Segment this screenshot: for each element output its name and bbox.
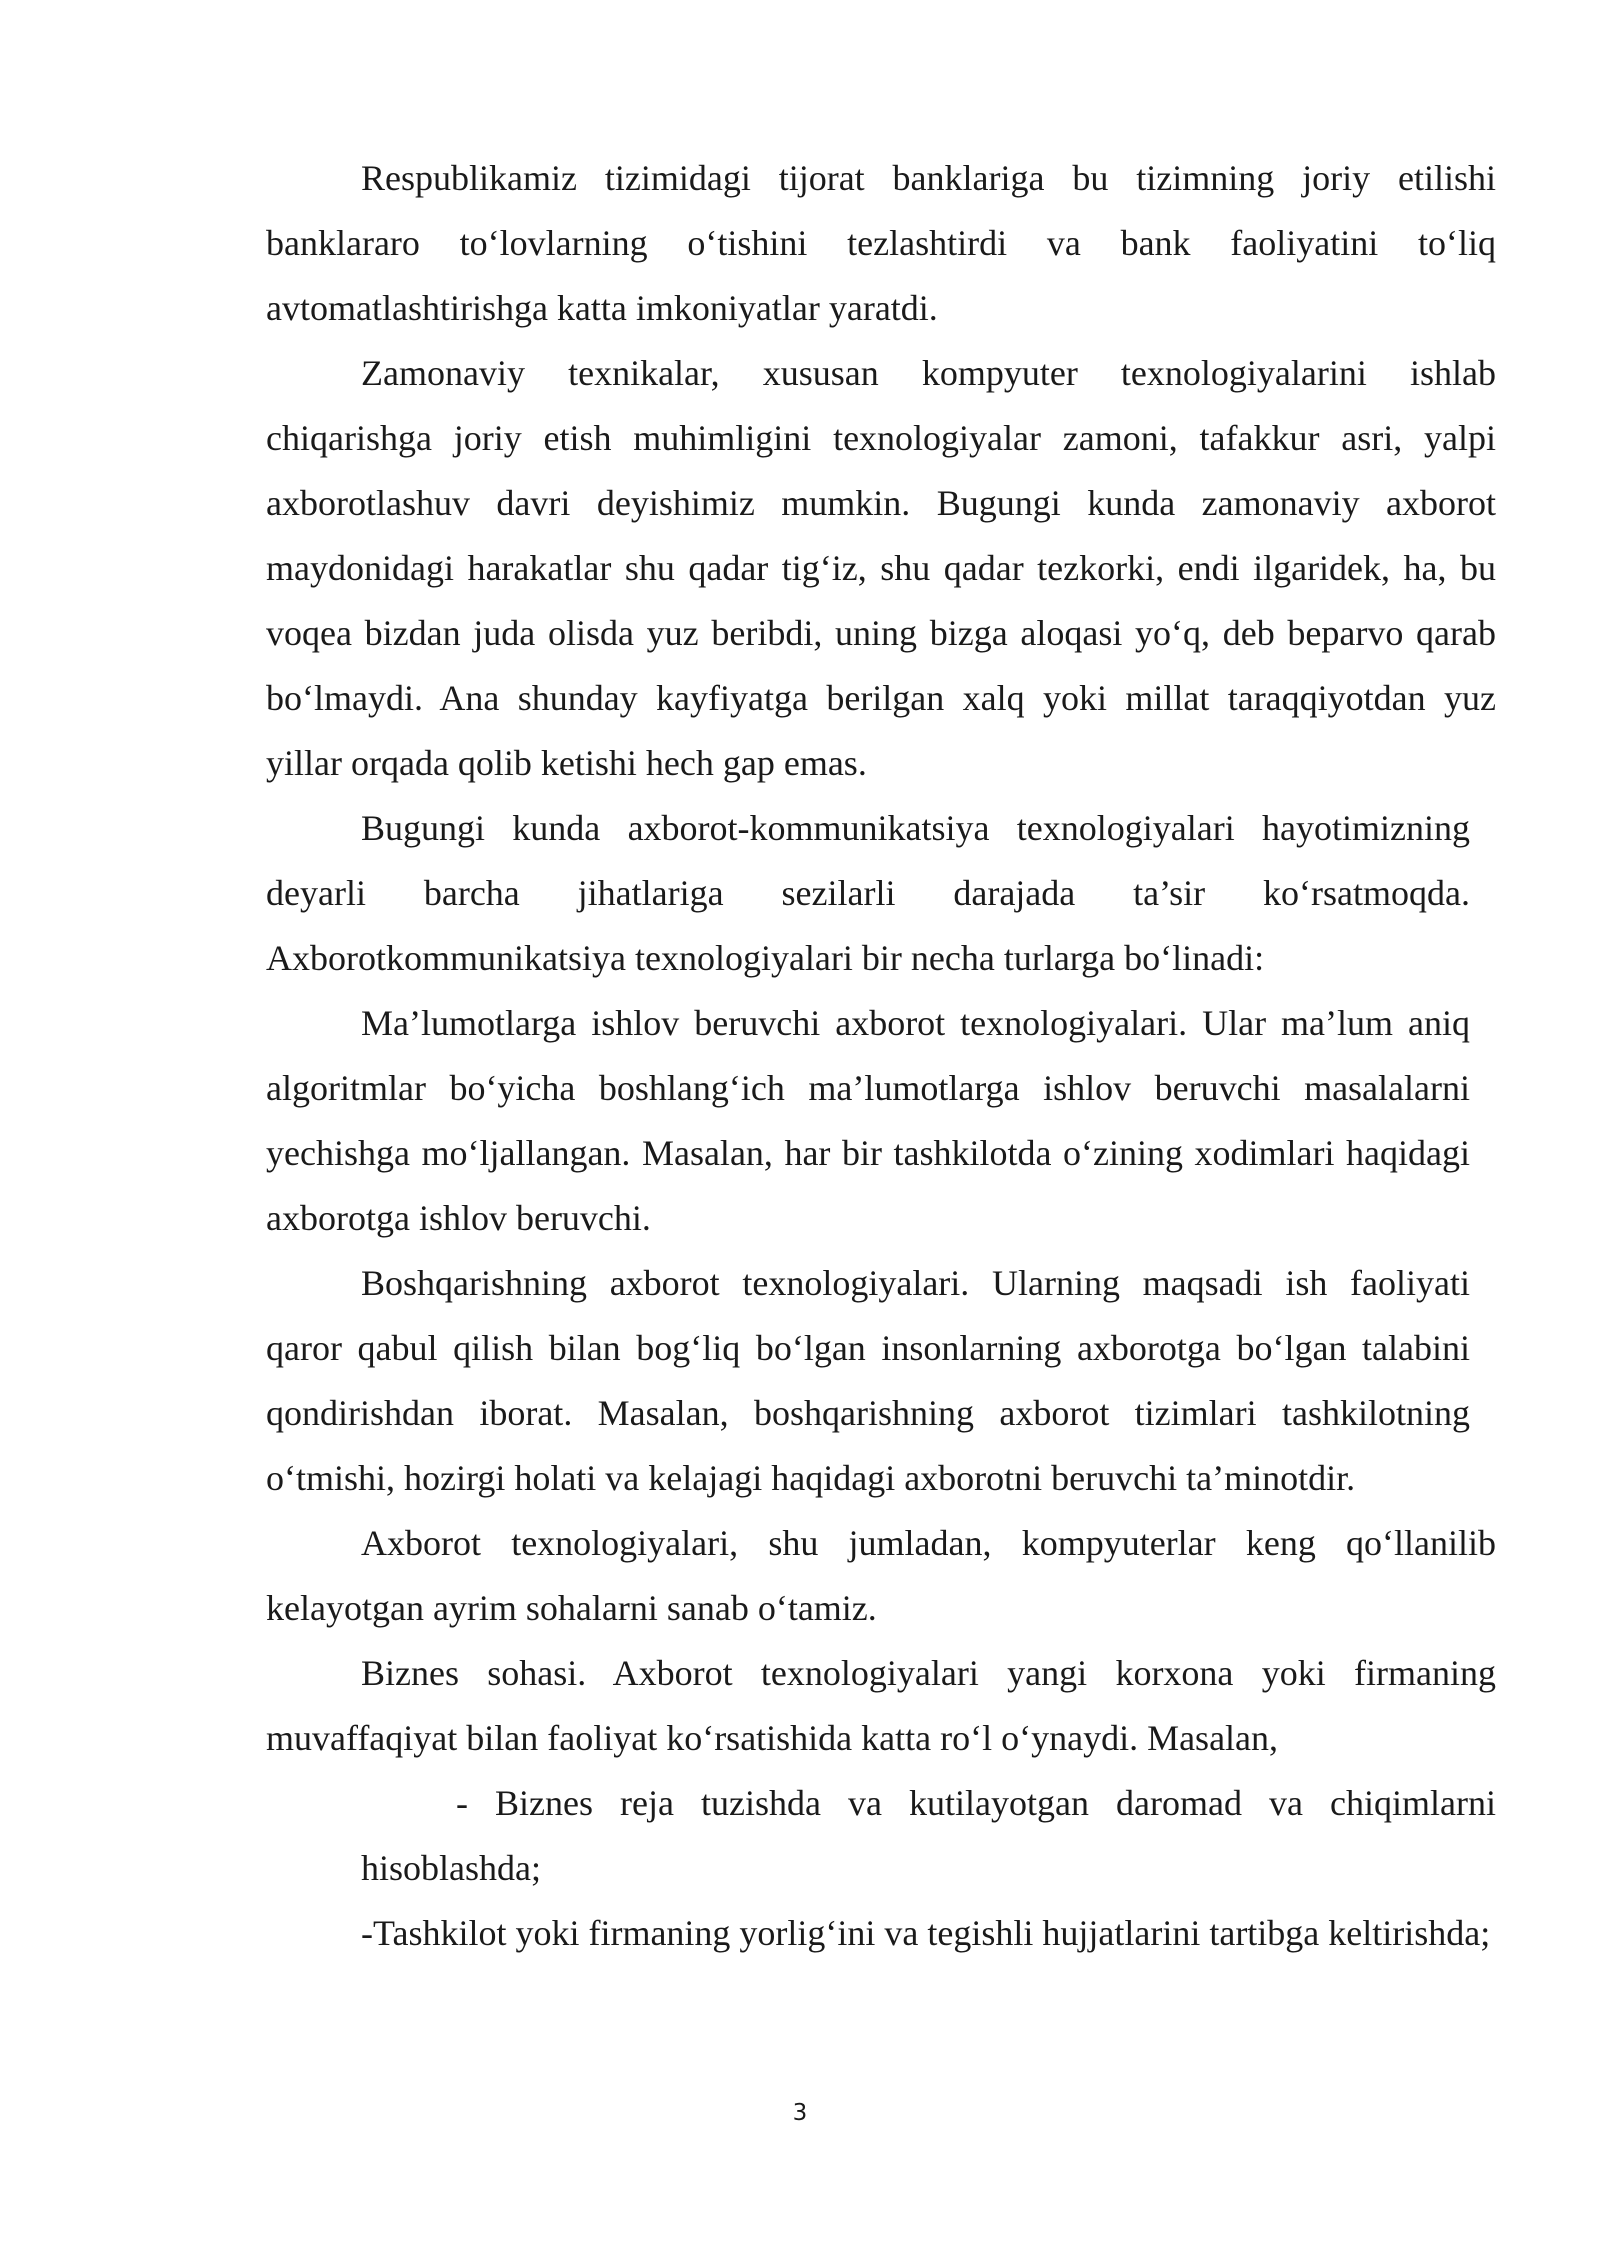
paragraph-3: Bugungi kunda axborot-kommunikatsiya texnologiyalari hayotimizning deyarli barcha jihatlariga sezilarli darajada ta’sir ko‘rsatmoqda. Axborotkommunikatsiya texnologiyalari bir necha turlarga bo‘linadi:: [266, 808, 1470, 978]
document-body: [266, 146, 1496, 1966]
paragraph-7: Biznes sohasi. Axborot texnologiyalari yangi korxona yoki firmaning muvaffaqiyat bilan faoliyat ko‘rsatishida katta ro‘l o‘ynaydi. Masalan,: [266, 1653, 1496, 1758]
page-number: 3: [792, 2100, 808, 2126]
paragraph-1: Respublikamiz tizimidagi tijorat banklariga bu tizimning joriy etilishi banklararo to‘lovlarning o‘tishini tezlashtirdi va bank faoliyatini to‘liq avtomatlashtirishga katta imkoniyatlar yaratdi.: [266, 158, 1496, 328]
list-item-1: - Biznes reja tuzishda va kutilayotgan daromad va chiqimlarni hisoblashda;: [361, 1783, 1496, 1888]
paragraph-4: Ma’lumotlarga ishlov beruvchi axborot texnologiyalari. Ular ma’lum aniq algoritmlar bo‘yicha boshlang‘ich ma’lumotlarga ishlov beruvchi masalalarni yechishga mo‘ljallangan. Masalan, har bir tashkilotda o‘zining xodimlari haqidagi axborotga ishlov beruvchi.: [266, 1003, 1470, 1238]
paragraph-2: Zamonaviy texnikalar, xususan kompyuter texnologiyalarini ishlab chiqarishga joriy etish muhimligini texnologiyalar zamoni, tafakkur asri, yalpi axborotlashuv davri deyishimiz mumkin. Bugungi kunda zamonaviy axborot maydonidagi harakatlar shu qadar tig‘iz, shu qadar tezkorki, endi ilgaridek, ha, bu voqea bizdan juda olisda yuz beribdi, uning bizga aloqasi yo‘q, deb beparvo qarab bo‘lmaydi. Ana shunday kayfiyatga berilgan xalq yoki millat taraqqiyotdan yuz yillar orqada qolib ketishi hech gap emas.: [266, 353, 1496, 783]
paragraph-6: Axborot texnologiyalari, shu jumladan, kompyuterlar keng qo‘llanilib kelayotgan ayrim sohalarni sanab o‘tamiz.: [266, 1523, 1496, 1628]
list-item-2: -Tashkilot yoki firmaning yorlig‘ini va tegishli hujjatlarini tartibga keltirishda;: [361, 1913, 1491, 1953]
paragraph-5: Boshqarishning axborot texnologiyalari. Ularning maqsadi ish faoliyati qaror qabul qilish bilan bog‘liq bo‘lgan insonlarning axborotga bo‘lgan talabini qondirishdan iborat. Masalan, boshqarishning axborot tizimlari tashkilotning o‘tmishi, hozirgi holati va kelajagi haqidagi axborotni beruvchi ta’minotdir.: [266, 1263, 1470, 1498]
